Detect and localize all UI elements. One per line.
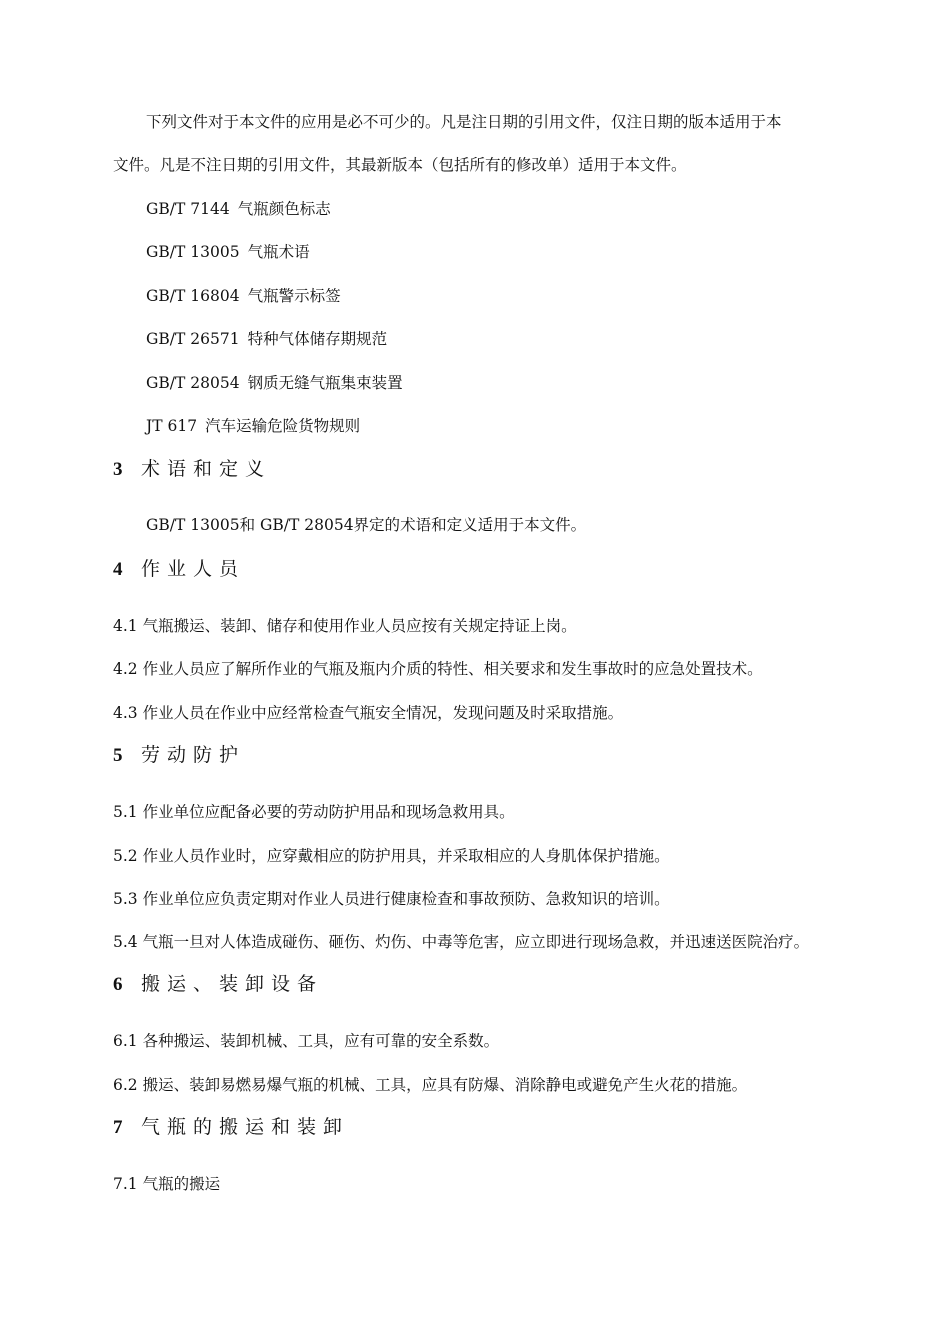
section-number: 7 xyxy=(113,1117,123,1138)
section-title: 术语和定义 xyxy=(141,458,272,480)
section-heading xyxy=(113,457,271,482)
reference-title: 钢质无缝气瓶集束装置 xyxy=(247,374,403,392)
reference-title: 特种气体储存期规范 xyxy=(247,330,388,348)
clause-6-2: 6.2 搬运、装卸易燃易爆气瓶的机械、工具，应具有防爆、消除静电或避免产生火花的措施。 xyxy=(113,1076,748,1094)
clause-5-1: 5.1 作业单位应配备必要的劳动防护用品和现场急救用具。 xyxy=(113,803,515,821)
reference-item xyxy=(146,242,310,262)
reference-code: GB/T 26571 xyxy=(146,330,240,348)
section-number: 4 xyxy=(113,559,123,580)
reference-code: GB/T 16804 xyxy=(146,287,240,305)
section-heading xyxy=(113,557,245,582)
reference-code: GB/T 7144 xyxy=(146,200,230,218)
clause-6-1: 6.1 各种搬运、装卸机械、工具，应有可靠的安全系数。 xyxy=(113,1032,500,1050)
clause-4-3: 4.3 作业人员在作业中应经常检查气瓶安全情况，发现问题及时采取措施。 xyxy=(113,704,624,722)
section-heading xyxy=(113,743,245,768)
reference-item xyxy=(146,373,403,393)
clause-7-1: 7.1 气瓶的搬运 xyxy=(113,1175,221,1193)
reference-code: GB/T 28054 xyxy=(146,374,240,392)
intro-line-2: 文件。凡是不注日期的引用文件，其最新版本（包括所有的修改单）适用于本文件。 xyxy=(113,156,687,174)
section-paragraph: GB/T 13005和 GB/T 28054界定的术语和定义适用于本文件。 xyxy=(146,516,587,534)
section-title: 作业人员 xyxy=(141,558,246,580)
clause-5-2: 5.2 作业人员作业时，应穿戴相应的防护用具，并采取相应的人身肌体保护措施。 xyxy=(113,847,670,865)
clause-4-1: 4.1 气瓶搬运、装卸、储存和使用作业人员应按有关规定持证上岗。 xyxy=(113,617,577,635)
intro-line-1: 下列文件对于本文件的应用是必不可少的。凡是注日期的引用文件，仅注日期的版本适用于本 xyxy=(146,113,782,131)
section-number: 6 xyxy=(113,974,123,995)
reference-title: 气瓶颜色标志 xyxy=(237,200,331,218)
reference-item xyxy=(146,199,331,219)
reference-code: GB/T 13005 xyxy=(146,243,240,261)
section-number: 3 xyxy=(113,459,123,480)
reference-title: 气瓶警示标签 xyxy=(247,287,341,305)
section-heading xyxy=(113,972,323,997)
section-title: 搬运、装卸设备 xyxy=(141,973,324,995)
reference-title: 汽车运输危险货物规则 xyxy=(205,417,361,435)
section-heading xyxy=(113,1115,349,1140)
section-title: 劳动防护 xyxy=(141,744,246,766)
reference-item xyxy=(146,286,341,306)
clause-5-4: 5.4 气瓶一旦对人体造成碰伤、砸伤、灼伤、中毒等危害，应立即进行现场急救，并迅速送医院治疗。 xyxy=(113,933,810,951)
reference-code: JT 617 xyxy=(146,417,198,435)
section-title: 气瓶的搬运和装卸 xyxy=(141,1116,350,1138)
reference-item xyxy=(146,329,387,349)
clause-4-2: 4.2 作业人员应了解所作业的气瓶及瓶内介质的特性、相关要求和发生事故时的应急处置技术。 xyxy=(113,660,763,678)
section-number: 5 xyxy=(113,745,123,766)
reference-item xyxy=(146,416,360,436)
reference-title: 气瓶术语 xyxy=(247,243,310,261)
clause-5-3: 5.3 作业单位应负责定期对作业人员进行健康检查和事故预防、急救知识的培训。 xyxy=(113,890,670,908)
